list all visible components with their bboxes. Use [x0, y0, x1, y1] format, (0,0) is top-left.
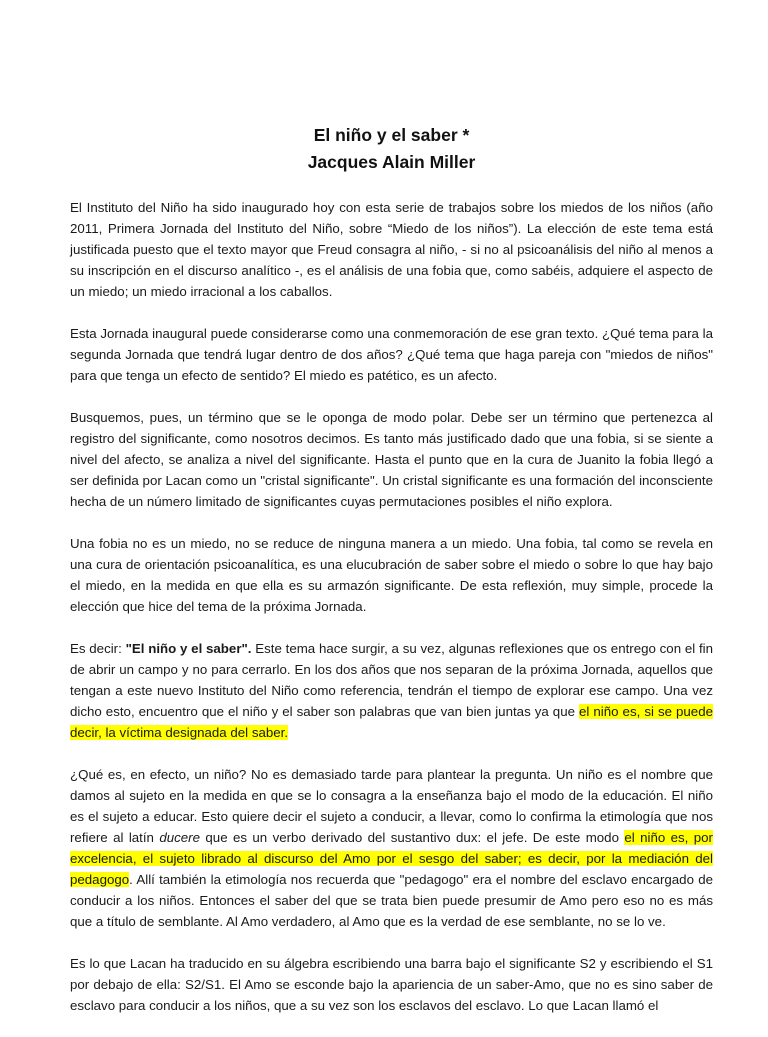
paragraph-7: Es lo que Lacan ha traducido en su álgebra escribiendo una barra bajo el significante S2 y escribiendo el S1 por debajo de ella: S2/S1. El Amo se esconde bajo la apariencia de un saber-Amo, que no es sino saber de esclavo para conducir a los niños, que a su vez son los esclavos del esclavo. Lo que Lacan llamó el	[70, 956, 713, 1013]
paragraph-3: Busquemos, pues, un término que se le oponga de modo polar. Debe ser un término que pertenezca al registro del significante, como nosotros decimos. Es tanto más justificado dado que una fobia, si se siente a nivel del afecto, se analiza a nivel del significante. Hasta el punto que en la cura de Juanito la fobia llegó a ser definida por Lacan como un "cristal significante". Un cristal significante es una formación del inconsciente hecha de un número limitado de significantes cuyas permutaciones posibles el niño explora.	[70, 410, 713, 509]
paragraph-1: El Instituto del Niño ha sido inaugurado hoy con esta serie de trabajos sobre los miedos de los niños (año 2011, Primera Jornada del Instituto del Niño, sobre “Miedo de los niños”). La elección de este tema está justificada puesto que el texto mayor que Freud consagra al niño, - si no al psicoanálisis del niño al menos a su inscripción en el discurso analítico -, es el análisis de una fobia que, como sabéis, adquiere el aspecto de un miedo; un miedo irracional a los caballos.	[70, 200, 713, 299]
paragraph-5	[70, 638, 713, 743]
document-body	[70, 197, 713, 1037]
paragraph-5-bold-title: "El niño y el saber".	[125, 641, 252, 656]
paragraph-2: Esta Jornada inaugural puede considerarse como una conmemoración de ese gran texto. ¿Qué tema para la segunda Jornada que tendrá lugar dentro de dos años? ¿Qué tema que haga pareja con "miedos de niños" para que tenga un efecto de sentido? El miedo es patético, es un afecto.	[70, 326, 713, 383]
paragraph-6-middle: que es un verbo derivado del sustantivo dux: el jefe. De este modo	[200, 830, 625, 845]
title-block	[70, 122, 713, 176]
paragraph-6	[70, 764, 713, 932]
paragraph-6-italic-term: ducere	[159, 830, 201, 845]
paragraph-6-tail: . Allí también la etimología nos recuerda que "pedagogo" era el nombre del esclavo encargado de conducir a los niños. Entonces el saber del que se trata bien puede presumir de Amo pero eso no es más que a título de semblante. Al Amo verdadero, al Amo que es la verdad de ese semblante, no se lo ve.	[70, 872, 713, 929]
paragraph-6-highlight: el niño es, por excelencia, el sujeto librado al discurso del Amo por el sesgo del saber; es decir, por la mediación del pedagogo	[70, 830, 713, 887]
document-page	[70, 0, 713, 1024]
paragraph-5-body: Este tema hace surgir, a su vez, algunas reflexiones que os entrego con el fin de abrir un campo y no para cerrarlo. En los dos años que nos separan de la próxima Jornada, aquellos que tengan a este nuevo Instituto del Niño como referencia, tendrán el tiempo de explorar ese campo. Una vez dicho esto, encuentro que el niño y el saber son palabras que van bien juntas ya que	[70, 641, 714, 719]
paragraph-4: Una fobia no es un miedo, no se reduce de ninguna manera a un miedo. Una fobia, tal como se revela en una cura de orientación psicoanalítica, es una elucubración de saber sobre el miedo o sobre lo que hay bajo el miedo, en la medida en que ella es su armazón significante. De esta reflexión, muy simple, procede la elección que hice del tema de la próxima Jornada.	[70, 536, 713, 614]
document-author: Jacques Alain Miller	[307, 152, 476, 172]
paragraph-5-lead: Es decir:	[70, 641, 126, 656]
paragraph-5-highlight: el niño es, si se puede decir, la víctima designada del saber.	[70, 704, 713, 740]
paragraph-6-lead: ¿Qué es, en efecto, un niño? No es demasiado tarde para plantear la pregunta. Un niño es el nombre que damos al sujeto en la medida en que se lo consagra a la enseñanza bajo el modo de la educación. El niño es el sujeto a educar. Esto quiere decir el sujeto a conducir, a llevar, como lo confirma la etimología que nos refiere al latín	[70, 767, 713, 845]
document-title: El niño y el saber *	[313, 125, 470, 145]
